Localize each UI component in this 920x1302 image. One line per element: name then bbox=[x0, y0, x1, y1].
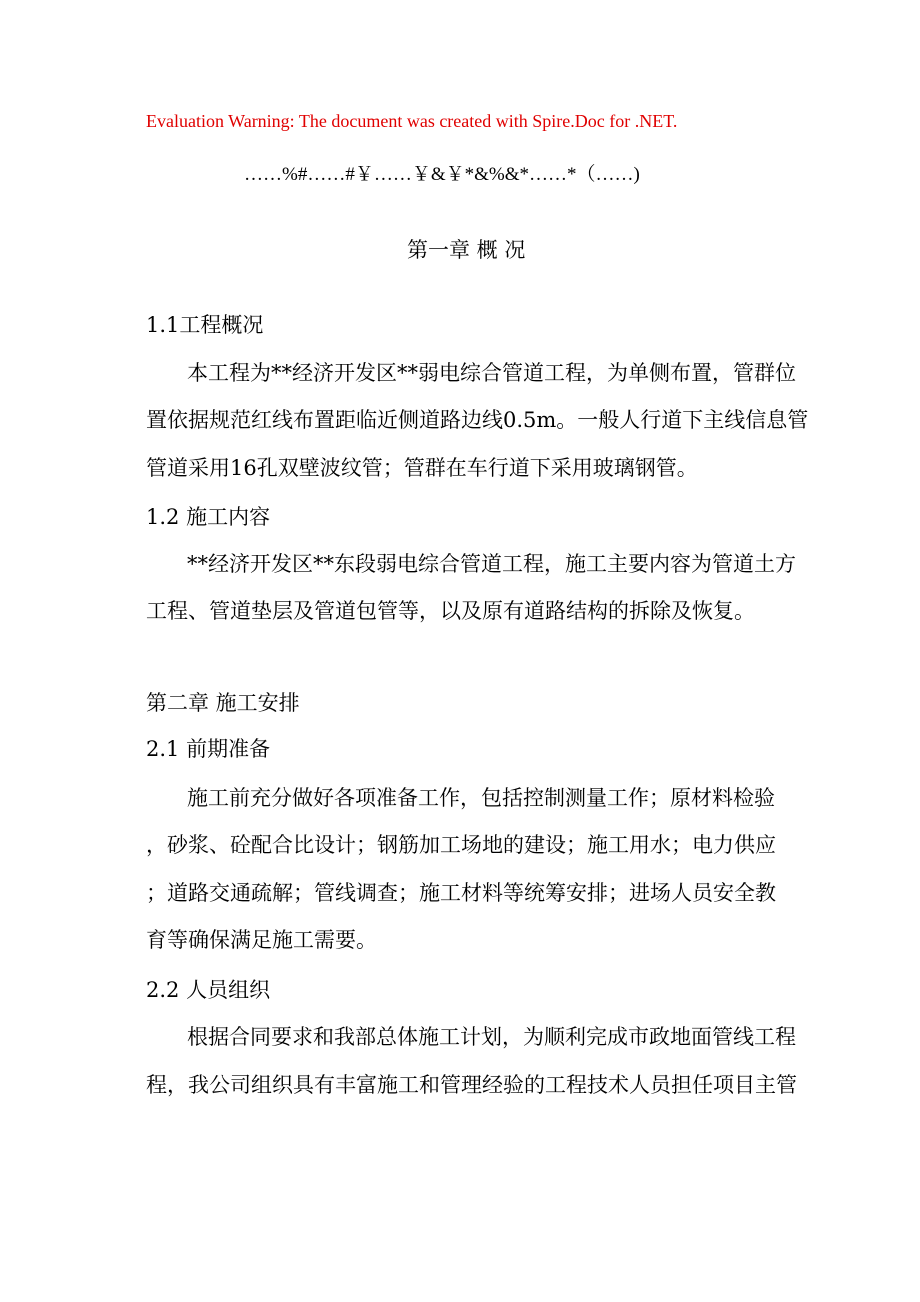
section-1-1-line-2: 置依据规范红线布置距临近侧道路边线0.5m。一般人行道下主线信息管 bbox=[146, 408, 809, 432]
section-1-1-heading: 1.1工程概况 bbox=[146, 313, 264, 337]
section-2-1-heading: 2.1 前期准备 bbox=[146, 737, 271, 761]
chapter-2-title: 第二章 施工安排 bbox=[146, 691, 300, 715]
chapter-1-title: 第一章 概 况 bbox=[407, 238, 526, 262]
section-1-2-line-2: 工程、管道垫层及管道包管等，以及原有道路结构的拆除及恢复。 bbox=[146, 599, 755, 623]
section-2-2-line-2: 程，我公司组织具有丰富施工和管理经验的工程技术人员担任项目主管 bbox=[146, 1073, 797, 1097]
section-2-1-line-4: 育等确保满足施工需要。 bbox=[146, 928, 377, 952]
garbled-title: ……%#……#￥……￥&￥*&%&*……*（……) bbox=[244, 164, 640, 185]
section-1-2-heading: 1.2 施工内容 bbox=[146, 505, 271, 529]
section-2-1-line-1: 施工前充分做好各项准备工作，包括控制测量工作；原材料检验 bbox=[187, 786, 775, 810]
section-2-1-line-3: ；道路交通疏解；管线调查；施工材料等统筹安排；进场人员安全教 bbox=[146, 881, 776, 905]
section-2-1-line-2: ，砂浆、砼配合比设计；钢筋加工场地的建设；施工用水；电力供应 bbox=[146, 833, 776, 857]
section-1-2-line-1: **经济开发区**东段弱电综合管道工程，施工主要内容为管道土方 bbox=[187, 552, 796, 576]
section-1-1-line-3: 管道采用16孔双壁波纹管；管群在车行道下采用玻璃钢管。 bbox=[146, 456, 698, 480]
section-1-1-line-1: 本工程为**经济开发区**弱电综合管道工程，为单侧布置，管群位 bbox=[187, 361, 796, 385]
section-2-2-line-1: 根据合同要求和我部总体施工计划，为顺利完成市政地面管线工程 bbox=[187, 1025, 796, 1049]
section-2-2-heading: 2.2 人员组织 bbox=[146, 978, 271, 1002]
evaluation-warning: Evaluation Warning: The document was created with Spire.Doc for .NET. bbox=[146, 111, 678, 131]
